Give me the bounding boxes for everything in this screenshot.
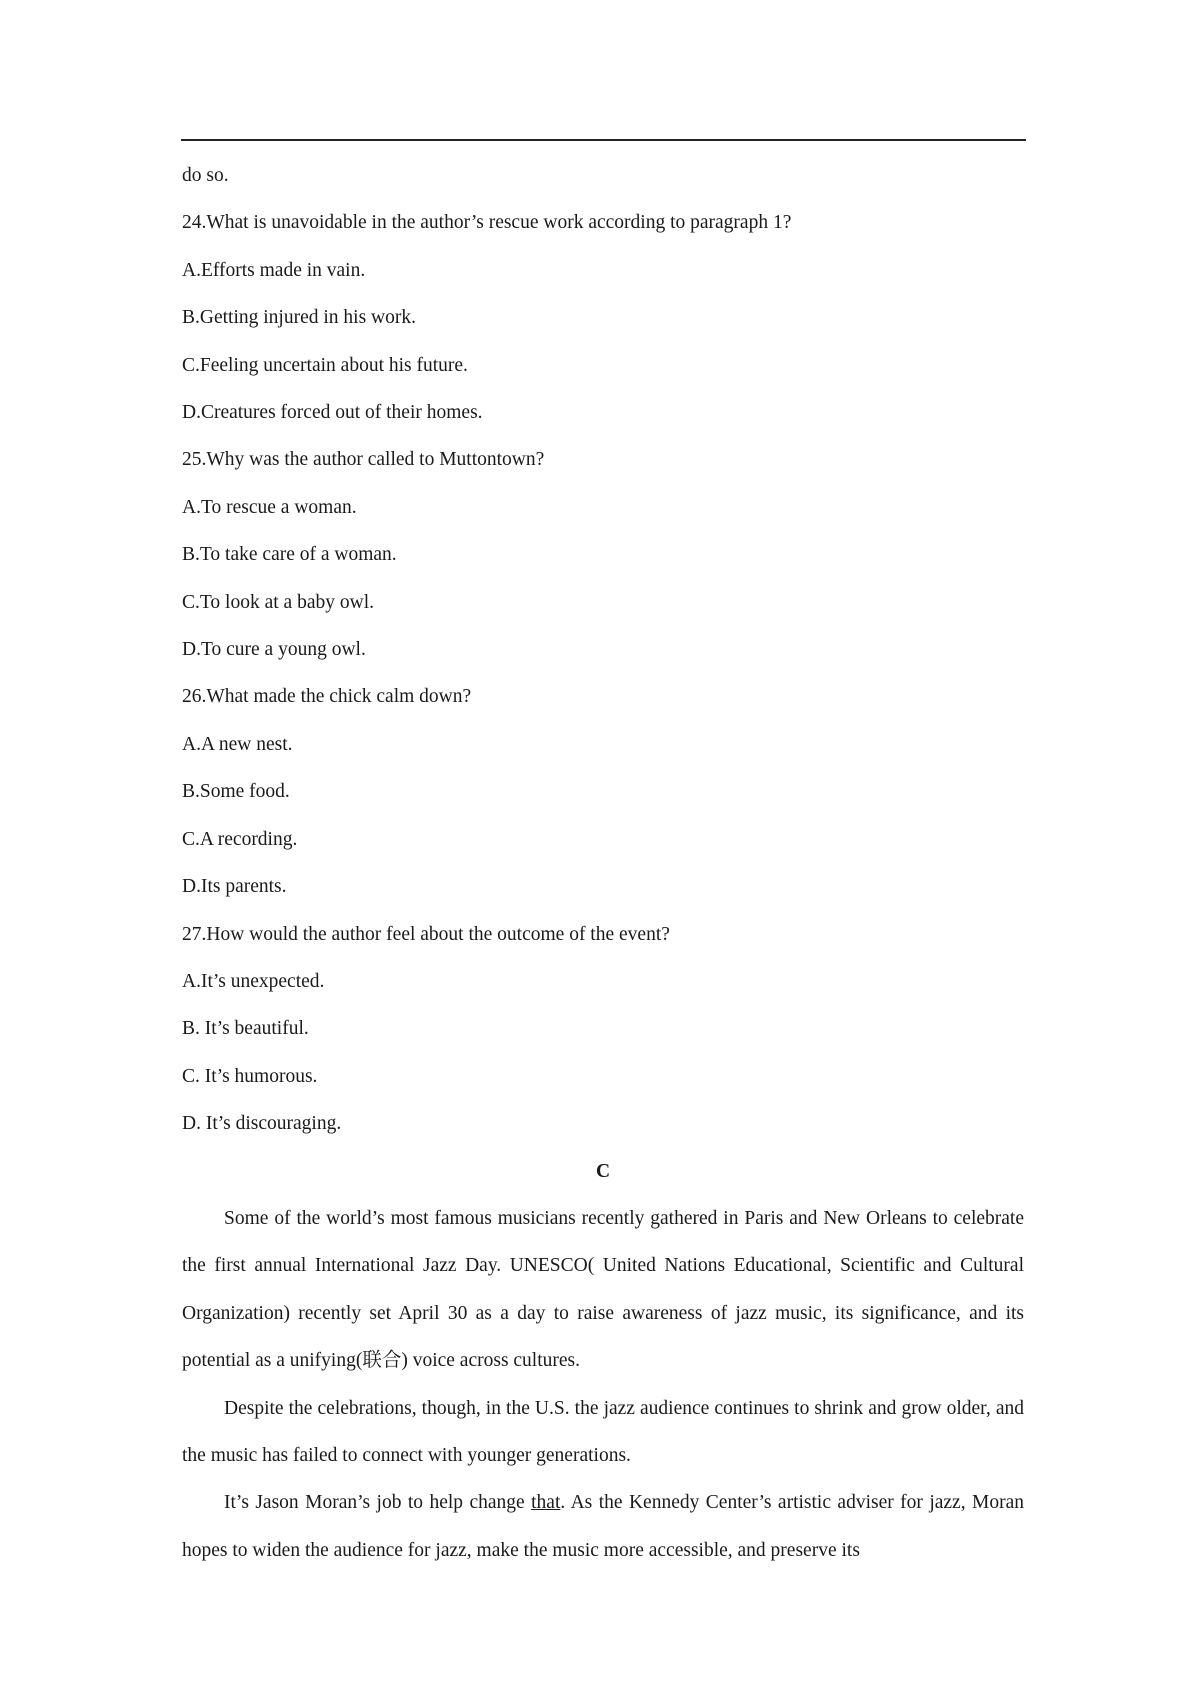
option-b: B.To take care of a woman. [182,544,397,566]
option-a: A.It’s unexpected. [182,970,325,992]
option-b: B. It’s beautiful. [182,1018,309,1040]
question-25 [182,436,1024,673]
option-c: C.Feeling uncertain about his future. [182,354,468,376]
question-stem: 24.What is unavoidable in the author’s rescue work according to paragraph 1? [182,212,792,234]
option-a: A.Efforts made in vain. [182,259,366,281]
document-content [182,152,1024,1574]
option-c: C.A recording. [182,828,298,850]
question-24 [182,199,1024,436]
option-a: A.A new nest. [182,733,293,755]
header-rule [181,139,1026,141]
passage-paragraph-1: Some of the world’s most famous musicians recently gathered in Paris and New Orleans to celebrate the first annual International Jazz Day. UNESCO( United Nations Educational, Scientific and Cultural Organization) recently set April 30 as a day to raise awareness of jazz music, its significance, and its potential as a unifying(联合) voice across cultures. [182,1207,1024,1372]
underlined-word-that: that [531,1492,561,1514]
passage-paragraph-2: Despite the celebrations, though, in the U.S. the jazz audience continues to shrink and grow older, and the music has failed to connect with younger generations. [182,1397,1024,1466]
question-stem: 27.How would the author feel about the outcome of the event? [182,923,670,945]
question-stem: 26.What made the chick calm down? [182,686,472,708]
question-stem: 25.Why was the author called to Muttontown? [182,449,545,471]
option-a: A.To rescue a woman. [182,496,357,518]
paragraph-3-text-end: . As the Kennedy Center’s artistic adviser for jazz, Moran hopes to widen the audience for jazz, make the music more accessible, and preserve its [182,1492,1024,1561]
option-c: C.To look at a baby owl. [182,591,374,613]
option-c: C. It’s humorous. [182,1065,318,1087]
passage-paragraph-3 [182,1479,1024,1574]
question-27 [182,911,1024,1148]
paragraph-3-text-start: It’s Jason Moran’s job to help change [224,1492,532,1514]
option-d: D.Its parents. [182,876,287,898]
option-b: B.Getting injured in his work. [182,307,416,329]
option-d: D. It’s discouraging. [182,1113,342,1135]
question-26 [182,673,1024,910]
continuation-text: do so. [182,165,229,186]
option-d: D.To cure a young owl. [182,639,366,661]
option-b: B.Some food. [182,781,290,803]
section-c-title: C [595,1160,611,1182]
option-d: D.Creatures forced out of their homes. [182,402,483,424]
